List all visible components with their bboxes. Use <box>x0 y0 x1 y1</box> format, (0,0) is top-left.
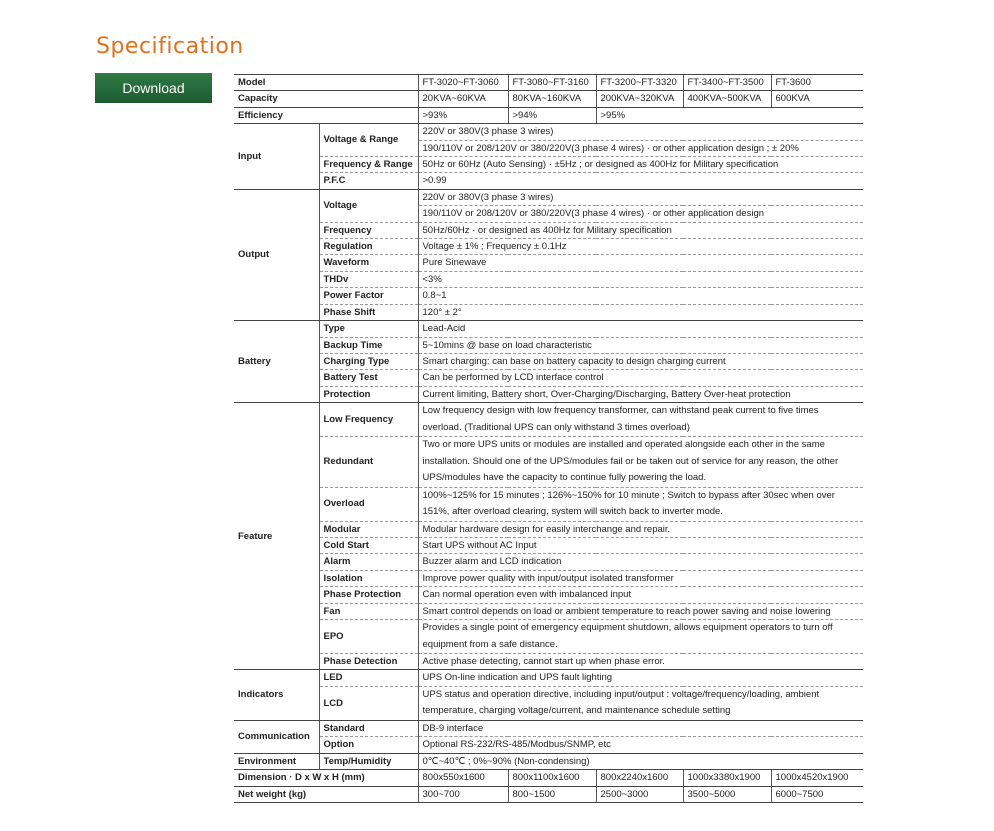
cell: 6000~7500 <box>771 786 863 802</box>
row-label: Capacity <box>234 91 418 107</box>
cell: 190/110V or 208/120V or 380/220V(3 phase 4 wires) · or other application design ; ± 20% <box>418 140 863 156</box>
cell: >93% <box>418 107 508 123</box>
cell: 220V or 380V(3 phase 3 wires) <box>418 124 863 140</box>
cell: >94% <box>508 107 596 123</box>
row-label: Battery Test <box>319 370 418 386</box>
row-feature-cold-start <box>234 538 863 554</box>
row-label: Charging Type <box>319 353 418 369</box>
group-communication: Communication <box>234 720 319 753</box>
cell: Low frequency design with low frequency transformer, can withstand peak current to five times overload. (Traditional UPS can only withstand 3 times overload) <box>418 403 863 437</box>
row-environment <box>234 753 863 769</box>
cell: 0.8~1 <box>418 288 863 304</box>
row-battery-charging-type <box>234 353 863 369</box>
cell: FT-3200~FT-3320 <box>596 75 683 91</box>
row-label: Net weight (kg) <box>234 786 418 802</box>
cell: UPS status and operation directive, including input/output : voltage/frequency/loading, ambient temperature, charging voltage/current, and maintenance schedule setting <box>418 686 863 720</box>
row-label: Alarm <box>319 554 418 570</box>
cell: 800x1100x1600 <box>508 770 596 786</box>
cell: <3% <box>418 271 863 287</box>
cell: 3500~5000 <box>683 786 771 802</box>
cell: 300~700 <box>418 786 508 802</box>
cell: FT-3400~FT-3500 <box>683 75 771 91</box>
row-output-regulation <box>234 239 863 255</box>
row-label: Phase Detection <box>319 654 418 670</box>
cell: Improve power quality with input/output isolated transformer <box>418 570 863 586</box>
row-feature-fan <box>234 603 863 619</box>
row-indicators-lcd <box>234 686 863 720</box>
cell: >95% <box>596 107 863 123</box>
row-battery-protection <box>234 386 863 402</box>
cell: FT-3600 <box>771 75 863 91</box>
row-model <box>234 75 863 91</box>
row-output-thdv <box>234 271 863 287</box>
row-label: EPO <box>319 620 418 654</box>
row-battery-type <box>234 321 863 337</box>
cell: 1000x3380x1900 <box>683 770 771 786</box>
row-label: Frequency <box>319 222 418 238</box>
specification-table <box>234 74 863 803</box>
row-output-power-factor <box>234 288 863 304</box>
cell: 600KVA <box>771 91 863 107</box>
row-battery-backup-time <box>234 337 863 353</box>
row-feature-phase-detection <box>234 654 863 670</box>
row-label: Protection <box>319 386 418 402</box>
row-label: THDv <box>319 271 418 287</box>
row-label: Phase Protection <box>319 587 418 603</box>
cell: DB-9 interface <box>418 720 863 736</box>
cell: 100%~125% for 15 minutes ; 126%~150% for 10 minute ; Switch to bypass after 30sec when over 151%, after overload clearing, system will switch back to inverter mode. <box>418 487 863 521</box>
cell: Voltage ± 1% ; Frequency ± 0.1Hz <box>418 239 863 255</box>
page-title: Specification <box>96 34 244 59</box>
row-feature-low-frequency <box>234 403 863 437</box>
cell: Start UPS without AC Input <box>418 538 863 554</box>
cell: UPS On-line indication and UPS fault lighting <box>418 670 863 686</box>
cell: 0℃~40℃ ; 0%~90% (Non-condensing) <box>418 753 863 769</box>
group-environment: Environment <box>234 753 319 769</box>
cell: 800x2240x1600 <box>596 770 683 786</box>
row-label: LED <box>319 670 418 686</box>
row-label: Temp/Humidity <box>319 753 418 769</box>
cell: FT-3020~FT-3060 <box>418 75 508 91</box>
cell: 800x550x1600 <box>418 770 508 786</box>
row-label: Model <box>234 75 418 91</box>
cell: Pure Sinewave <box>418 255 863 271</box>
row-label: Option <box>319 737 418 753</box>
row-label: Dimension · D x W x H (mm) <box>234 770 418 786</box>
group-feature: Feature <box>234 403 319 670</box>
cell: 190/110V or 208/120V or 380/220V(3 phase 4 wires) · or other application design <box>418 206 863 222</box>
row-feature-redundant <box>234 437 863 488</box>
cell: Two or more UPS units or modules are installed and operated alongside each other in the same installation. Should one of the UPS/modules fail or be taken out of service for any reason, the other UPS/modules have the capacity to continue fully powering the load. <box>418 437 863 488</box>
cell: 80KVA~160KVA <box>508 91 596 107</box>
cell: Smart control depends on load or ambient temperature to reach power saving and noise lowering <box>418 603 863 619</box>
row-output-voltage-1 <box>234 189 863 205</box>
row-label: Isolation <box>319 570 418 586</box>
row-feature-alarm <box>234 554 863 570</box>
cell: Buzzer alarm and LCD indication <box>418 554 863 570</box>
row-label: Standard <box>319 720 418 736</box>
row-label: Overload <box>319 487 418 521</box>
row-label: Modular <box>319 521 418 537</box>
cell: Active phase detecting, cannot start up when phase error. <box>418 654 863 670</box>
row-label: Waveform <box>319 255 418 271</box>
cell: Can normal operation even with imbalanced input <box>418 587 863 603</box>
row-dimension <box>234 770 863 786</box>
cell: 400KVA~500KVA <box>683 91 771 107</box>
row-output-phase-shift <box>234 304 863 320</box>
cell: Current limiting, Battery short, Over-Charging/Discharging, Battery Over-heat protection <box>418 386 863 402</box>
cell: 2500~3000 <box>596 786 683 802</box>
cell: Modular hardware design for easily interchange and repair. <box>418 521 863 537</box>
cell: Can be performed by LCD interface control <box>418 370 863 386</box>
row-label: Type <box>319 321 418 337</box>
row-label: P.F.C <box>319 173 418 189</box>
cell: 1000x4520x1900 <box>771 770 863 786</box>
row-label: LCD <box>319 686 418 720</box>
row-output-frequency <box>234 222 863 238</box>
group-battery: Battery <box>234 321 319 403</box>
cell: Optional RS-232/RS-485/Modbus/SNMP, etc <box>418 737 863 753</box>
cell: 120° ± 2° <box>418 304 863 320</box>
row-input-frequency <box>234 157 863 173</box>
row-feature-isolation <box>234 570 863 586</box>
row-label: Redundant <box>319 437 418 488</box>
row-label: Voltage <box>319 189 418 222</box>
row-communication-standard <box>234 720 863 736</box>
cell: Smart charging: can base on battery capacity to design charging current <box>418 353 863 369</box>
cell: 50Hz or 60Hz (Auto Sensing) · ±5Hz ; or designed as 400Hz for Military specification <box>418 157 863 173</box>
row-label: Backup Time <box>319 337 418 353</box>
cell: 220V or 380V(3 phase 3 wires) <box>418 189 863 205</box>
row-label: Efficiency <box>234 107 418 123</box>
cell: Lead-Acid <box>418 321 863 337</box>
row-capacity <box>234 91 863 107</box>
row-efficiency <box>234 107 863 123</box>
row-indicators-led <box>234 670 863 686</box>
cell: Provides a single point of emergency equipment shutdown, allows equipment operators to turn off equipment from a safe distance. <box>418 620 863 654</box>
cell: 5~10mins @ base on load characteristic <box>418 337 863 353</box>
row-label: Low Frequency <box>319 403 418 437</box>
row-battery-test <box>234 370 863 386</box>
cell: 200KVA~320KVA <box>596 91 683 107</box>
row-input-voltage-1 <box>234 124 863 140</box>
row-output-waveform <box>234 255 863 271</box>
row-feature-overload <box>234 487 863 521</box>
row-communication-option <box>234 737 863 753</box>
group-output: Output <box>234 189 319 320</box>
download-button[interactable]: Download <box>95 73 212 103</box>
row-label: Cold Start <box>319 538 418 554</box>
row-net-weight <box>234 786 863 802</box>
row-label: Power Factor <box>319 288 418 304</box>
row-label: Fan <box>319 603 418 619</box>
row-label: Frequency & Range <box>319 157 418 173</box>
row-feature-modular <box>234 521 863 537</box>
cell: >0.99 <box>418 173 863 189</box>
cell: 800~1500 <box>508 786 596 802</box>
cell: 20KVA~60KVA <box>418 91 508 107</box>
row-label: Voltage & Range <box>319 124 418 157</box>
cell: 50Hz/60Hz · or designed as 400Hz for Military specification <box>418 222 863 238</box>
group-input: Input <box>234 124 319 190</box>
row-feature-phase-protection <box>234 587 863 603</box>
row-feature-epo <box>234 620 863 654</box>
row-input-pfc <box>234 173 863 189</box>
group-indicators: Indicators <box>234 670 319 720</box>
row-label: Phase Shift <box>319 304 418 320</box>
row-label: Regulation <box>319 239 418 255</box>
cell: FT-3080~FT-3160 <box>508 75 596 91</box>
